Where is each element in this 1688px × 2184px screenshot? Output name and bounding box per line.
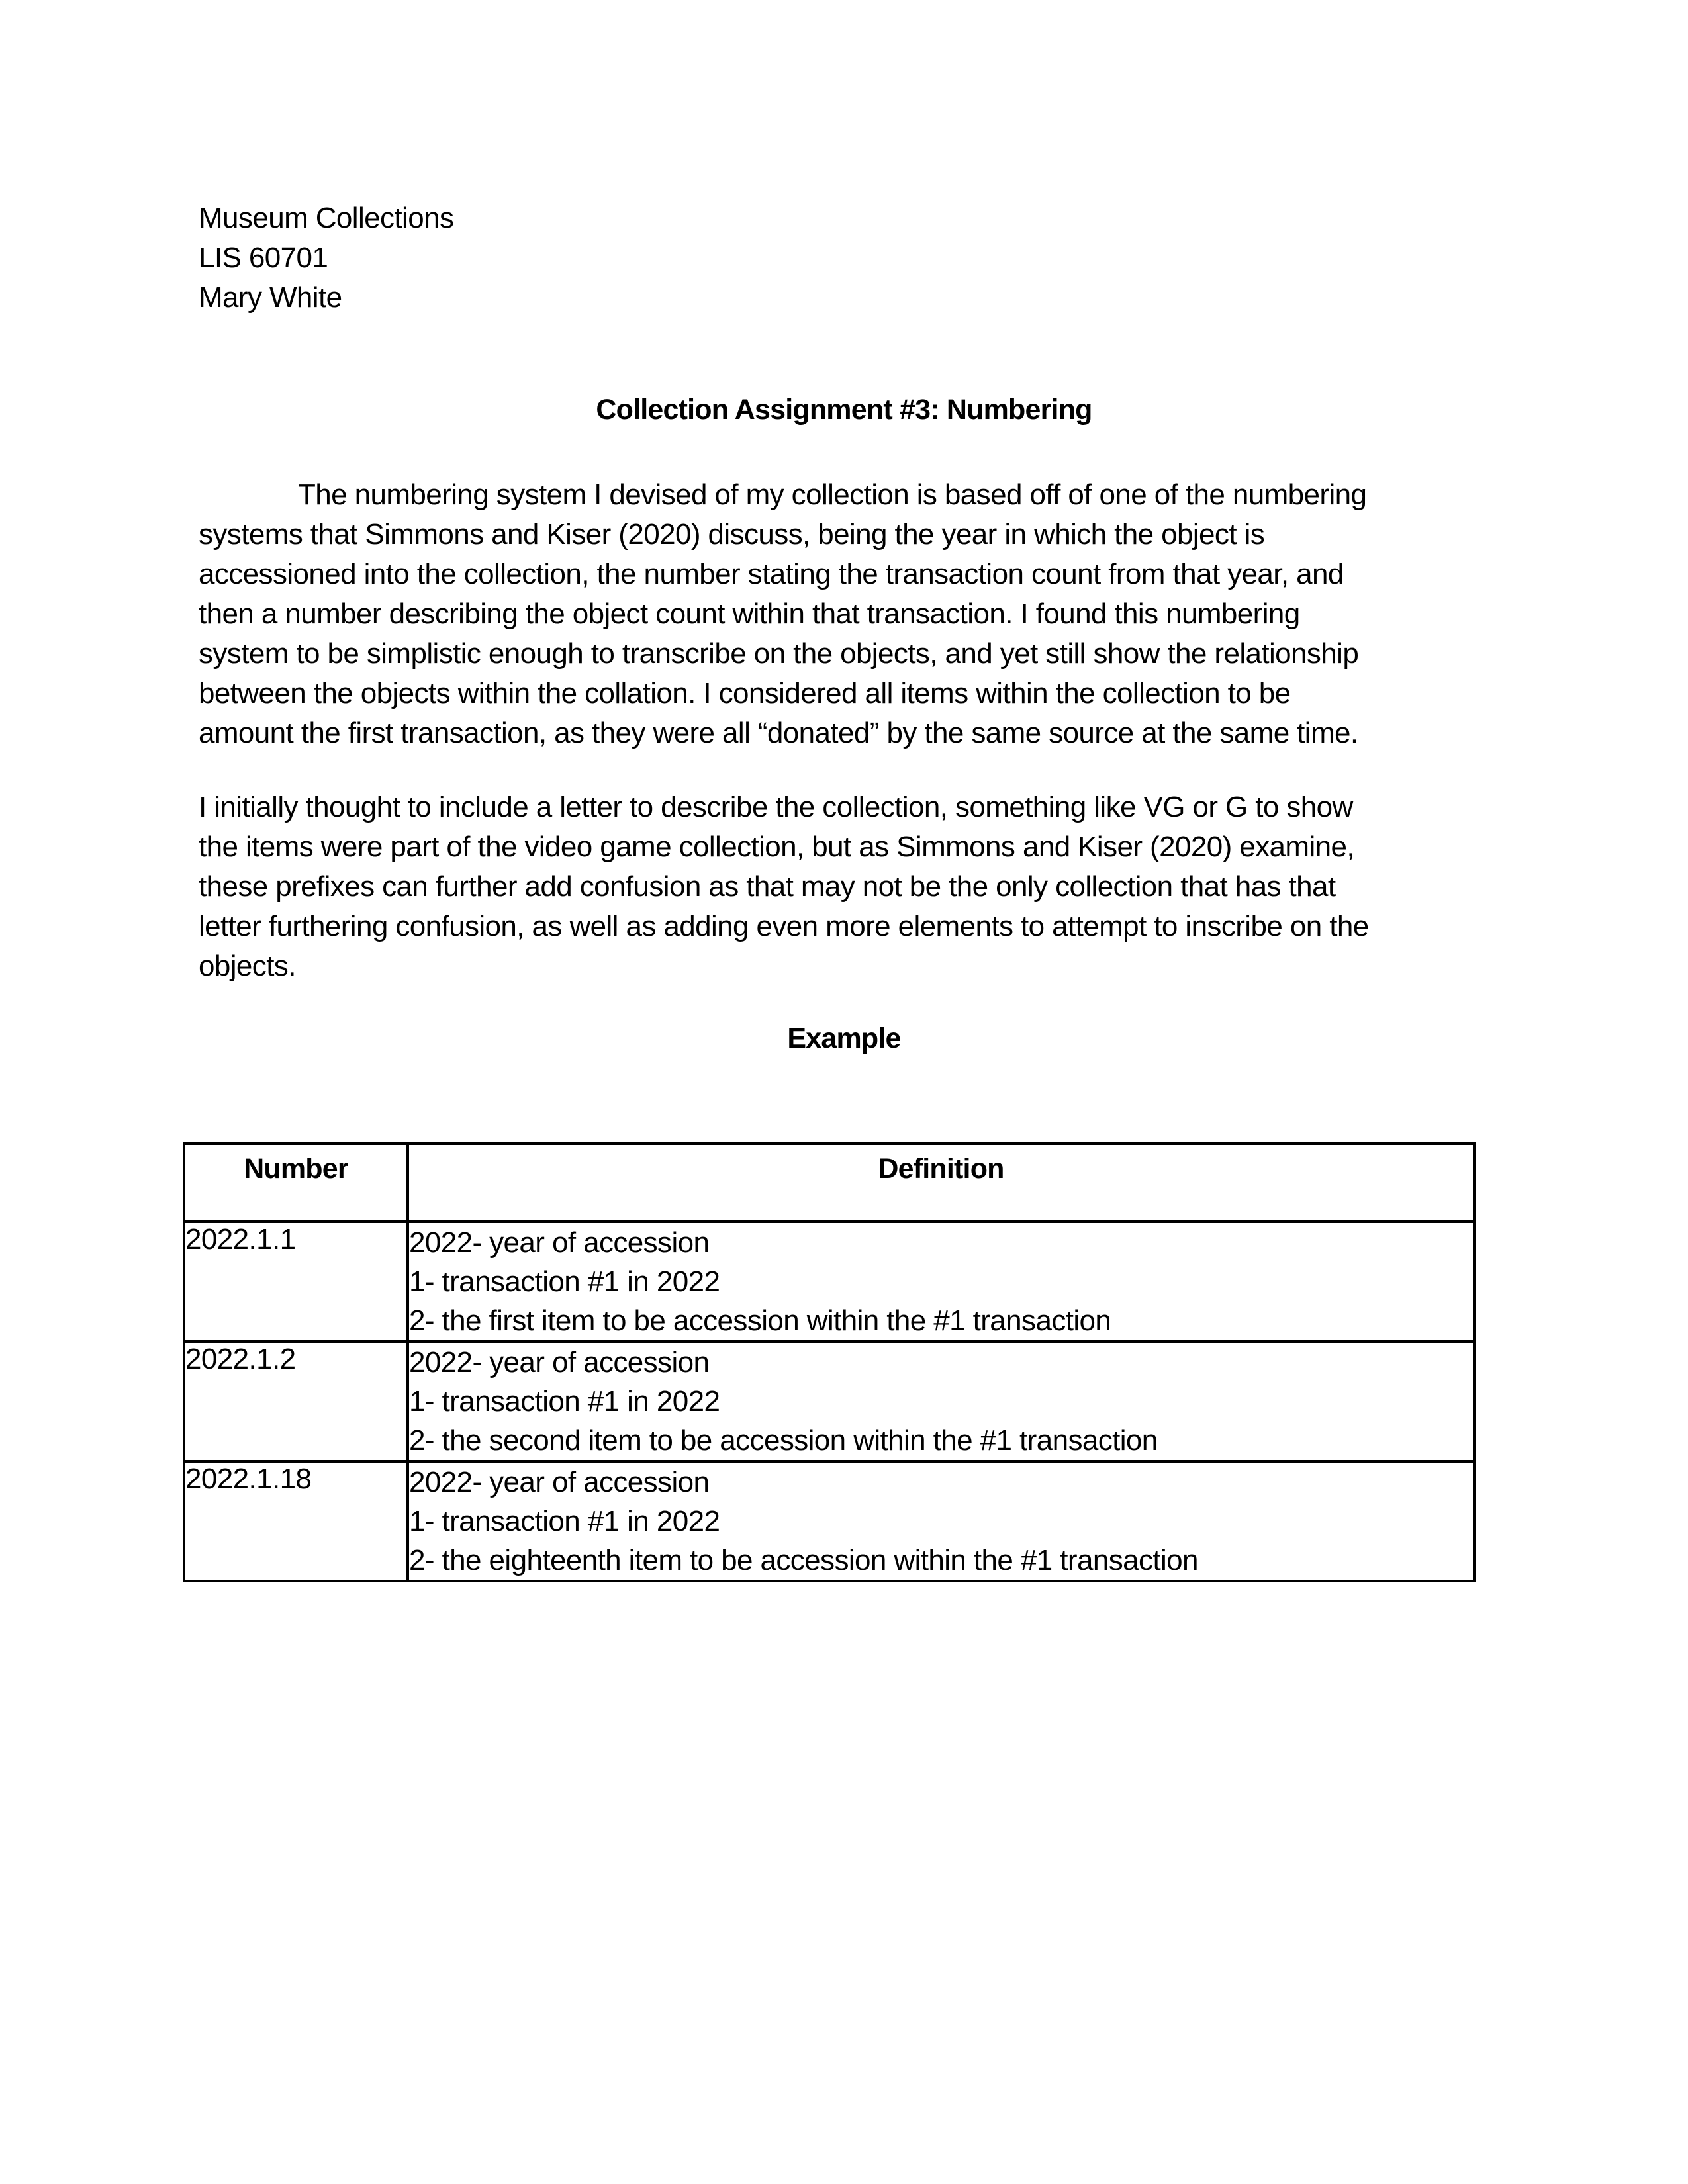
paragraph-line: systems that Simmons and Kiser (2020) discuss, being the year in which the object is	[199, 518, 1265, 551]
column-header-number: Number	[184, 1144, 408, 1222]
paragraph-line: system to be simplistic enough to transcribe on the objects, and yet still show the relationship	[199, 637, 1359, 670]
course-code: LIS 60701	[199, 242, 328, 274]
column-header-definition: Definition	[408, 1144, 1474, 1222]
course-name: Museum Collections	[199, 202, 454, 234]
definition-line: 2022- year of accession	[409, 1226, 710, 1259]
definition-cell	[408, 1222, 1474, 1342]
definition-cell	[408, 1342, 1474, 1461]
definition-line: 2- the second item to be accession within the #1 transaction	[409, 1424, 1158, 1457]
paragraph-line: amount the first transaction, as they were all “donated” by the same source at the same time.	[199, 717, 1358, 749]
table-header-row	[184, 1144, 1474, 1222]
number-cell: 2022.1.1	[184, 1222, 408, 1342]
number-cell: 2022.1.2	[184, 1342, 408, 1461]
definition-line: 2- the eighteenth item to be accession within the #1 transaction	[409, 1544, 1198, 1576]
paragraph-line: objects.	[199, 950, 296, 982]
definition-line: 1- transaction #1 in 2022	[409, 1265, 720, 1298]
definition-line: 2022- year of accession	[409, 1466, 710, 1498]
table-row	[184, 1342, 1474, 1461]
paragraph-2	[199, 788, 1509, 986]
definition-line: 1- transaction #1 in 2022	[409, 1385, 720, 1418]
author-name: Mary White	[199, 281, 342, 314]
definition-line: 2022- year of accession	[409, 1346, 710, 1379]
header-block	[199, 199, 453, 318]
paragraph-1	[199, 475, 1509, 753]
paragraph-line: between the objects within the collation. I considered all items within the collection to be	[199, 677, 1291, 709]
paragraph-line: then a number describing the object count within that transaction. I found this numbering	[199, 598, 1300, 630]
paragraph-line: The numbering system I devised of my collection is based off of one of the numbering	[298, 478, 1367, 511]
definition-line: 2- the first item to be accession within the #1 transaction	[409, 1304, 1111, 1337]
document-title: Collection Assignment #3: Numbering	[596, 394, 1092, 426]
example-heading: Example	[787, 1023, 901, 1054]
definition-cell	[408, 1461, 1474, 1581]
numbering-table	[183, 1142, 1476, 1582]
paragraph-line: the items were part of the video game collection, but as Simmons and Kiser (2020) examine,	[199, 831, 1355, 863]
paragraph-line: accessioned into the collection, the number stating the transaction count from that year, and	[199, 558, 1344, 590]
paragraph-line: letter furthering confusion, as well as adding even more elements to attempt to inscribe on the	[199, 910, 1369, 942]
definition-line: 1- transaction #1 in 2022	[409, 1505, 720, 1537]
paragraph-line: I initially thought to include a letter to describe the collection, something like VG or G to show	[199, 791, 1353, 823]
table-row	[184, 1461, 1474, 1581]
paragraph-line: these prefixes can further add confusion as that may not be the only collection that has that	[199, 870, 1336, 903]
table-row	[184, 1222, 1474, 1342]
number-cell: 2022.1.18	[184, 1461, 408, 1581]
